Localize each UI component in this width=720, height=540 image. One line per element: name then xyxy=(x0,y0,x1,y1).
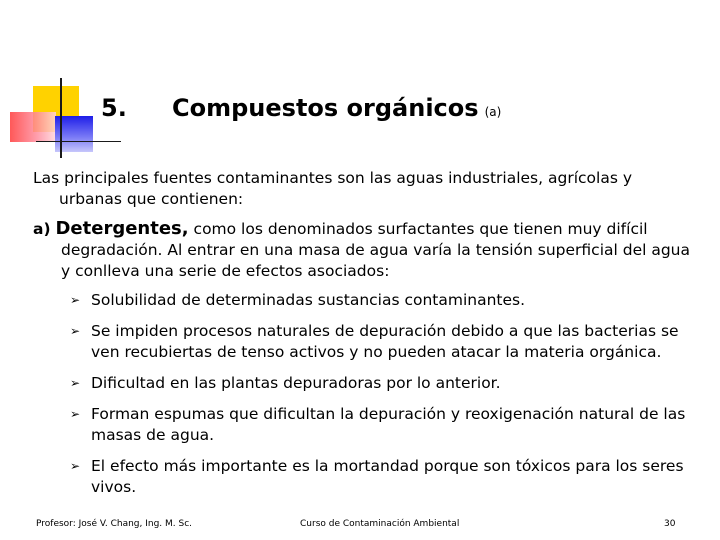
bullet-line: El efecto más importante es la mortandad porque son tóxicos para los seres xyxy=(91,457,684,475)
bullet-list xyxy=(70,290,700,508)
bullet-line: vivos. xyxy=(91,478,137,496)
item-a-line2: degradación. Al entrar en una masa de agua varía la tensión superficial del agua xyxy=(61,241,690,259)
arrow-bullet-icon: ➢ xyxy=(70,324,81,338)
bullet-line: Se impiden procesos naturales de depuración debido a que las bacterias se xyxy=(91,322,679,340)
arrow-bullet-icon: ➢ xyxy=(70,376,81,390)
intro-line-1: Las principales fuentes contaminantes son las aguas industriales, agrícolas y xyxy=(33,169,632,187)
bullet-line: Dificultad en las plantas depuradoras por lo anterior. xyxy=(91,374,501,392)
title-subscript: (a) xyxy=(484,105,502,119)
decor-vertical-line xyxy=(60,78,62,158)
bullet-line: Solubilidad de determinadas sustancias contaminantes. xyxy=(91,291,526,309)
list-item xyxy=(70,321,700,363)
item-a xyxy=(33,218,713,282)
list-item xyxy=(70,404,700,446)
title-number: 5. xyxy=(101,94,127,122)
intro-line-2: urbanas que contienen: xyxy=(59,190,244,208)
item-a-label: a) xyxy=(33,220,51,238)
bullet-line: masas de agua. xyxy=(91,426,215,444)
bullet-line: ven recubiertas de tenso activos y no pueden atacar la materia orgánica. xyxy=(91,343,662,361)
list-item xyxy=(70,456,700,498)
list-item xyxy=(70,373,700,394)
arrow-bullet-icon: ➢ xyxy=(70,407,81,421)
item-a-first-line xyxy=(33,218,713,240)
arrow-bullet-icon: ➢ xyxy=(70,293,81,307)
item-a-line1: como los denominados surfactantes que tienen muy difícil xyxy=(193,220,648,238)
page-title xyxy=(172,94,501,122)
intro-paragraph xyxy=(33,168,683,210)
footer-course: Curso de Contaminación Ambiental xyxy=(300,519,460,529)
title-text: Compuestos orgánicos xyxy=(172,94,479,122)
item-a-heading: Detergentes, xyxy=(55,218,189,239)
footer-page-number: 30 xyxy=(664,519,676,529)
footer-author: Profesor: José V. Chang, Ing. M. Sc. xyxy=(36,519,193,529)
arrow-bullet-icon: ➢ xyxy=(70,459,81,473)
list-item xyxy=(70,290,700,311)
decor-horizontal-line xyxy=(36,141,121,142)
bullet-line: Forman espumas que dificultan la depuración y reoxigenación natural de las xyxy=(91,405,686,423)
decor-red-square xyxy=(10,112,56,142)
item-a-line3: y conlleva una serie de efectos asociados: xyxy=(61,262,390,280)
